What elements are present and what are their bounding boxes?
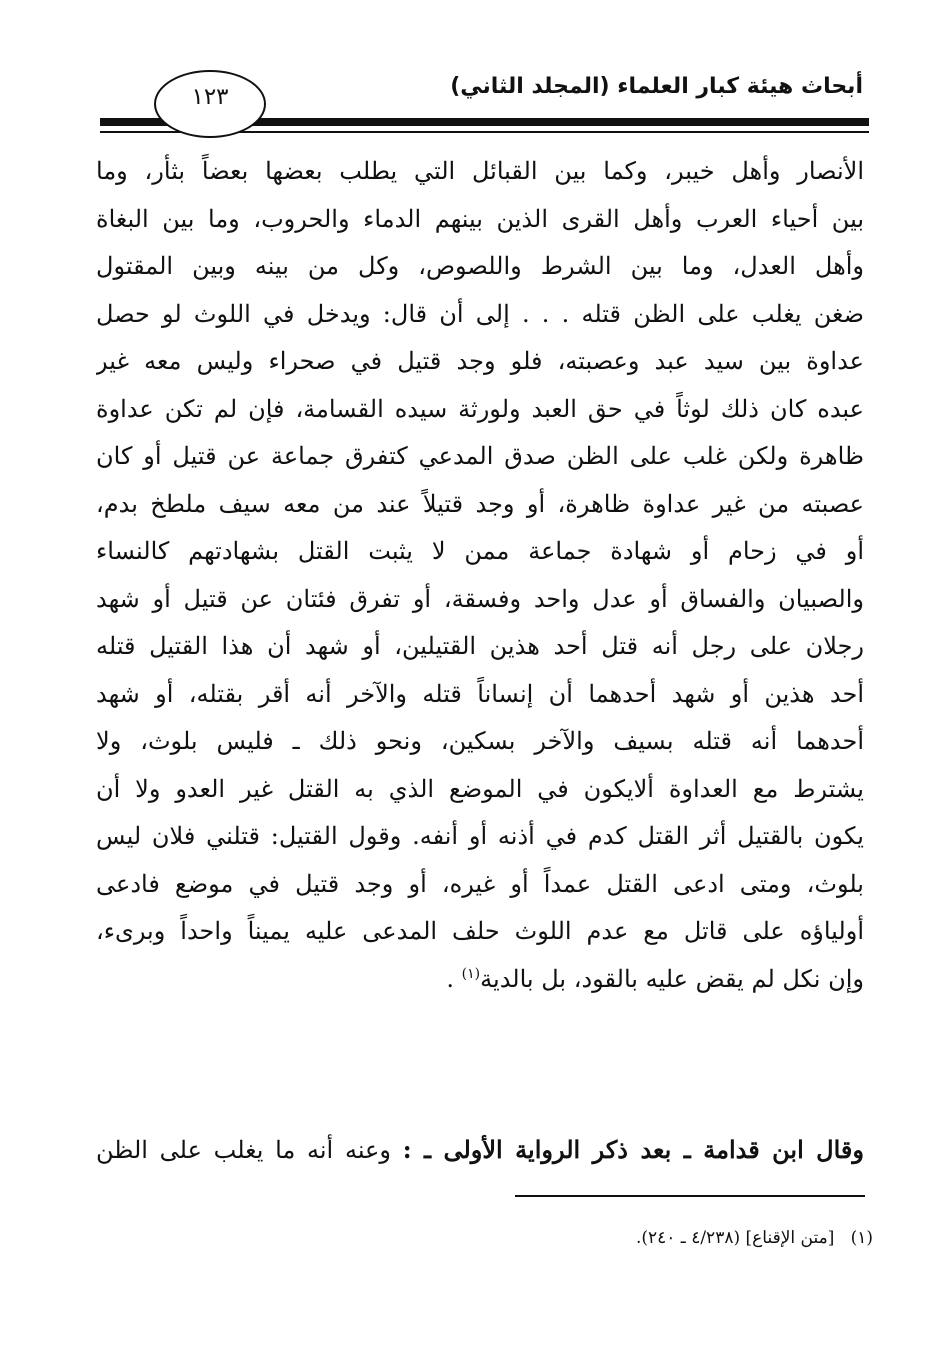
text-line: بلوث، ومتى ادعى القتل عمداً أو غيره، أو وجد قتيل في موضع فادعى [96,869,864,898]
text-line: وأهل العدل، وما بين الشرط واللصوص، وكل من بينه وبين المقتول [96,252,864,280]
text-line: يشترط مع العداوة ألايكون في الموضع الذي به القتل غير العدو ولا أن [96,774,864,803]
text-line: الأنصار وأهل خيبر، وكما بين القبائل التي يطلب بعضها بعضاً بثأر، وما [96,157,864,185]
text-line: والصبيان والفساق أو عدل واحد وفسقة، أو تفرق فئتان عن قتيل أو شهد [96,584,864,613]
text-line: ظاهرة ولكن غلب على الظن صدق المدعي كتفرق جماعة عن قتيل أو كان [96,442,864,470]
next-paragraph-bold: وقال ابن قدامة ـ بعد ذكر الرواية الأولى ـ : [402,1135,864,1164]
text-line: ضغن يغلب على الظن قتله . . . إلى أن قال: ويدخل في اللوث لو حصل [96,299,864,328]
page-number: ١٢٣ [191,84,229,110]
text-line: رجلان على رجل أنه قتل أحد هذين القتيلين، أو شهد أن هذا القتيل قتله [96,632,864,660]
text-line: أو في زحام أو شهادة جماعة ممن لا يثبت القتل بشهادتهم كالنساء [96,537,864,565]
next-paragraph-text: وعنه أنه ما يغلب على الظن [96,1136,403,1164]
running-title: أبحاث هيئة كبار العلماء (المجلد الثاني) [450,74,863,99]
footnote-text: [متن الإقناع] (٤/٢٣٨ ـ ٢٤٠). [635,1228,835,1248]
text-line: عداوة بين سيد عبد وعصبته، فلو وجد قتيل في صحراء وليس معه غير [96,347,864,375]
text-line: عبده كان ذلك لوثاً في حق العبد ولورثة سيده القسامة، فإن لم تكن عداوة [96,394,864,423]
footnote-separator [515,1195,865,1197]
last-line-text: وإن نكل لم يقض عليه بالقود، بل بالدية [480,964,864,993]
text-line: أولياؤه على قاتل مع عدم اللوث حلف المدعى عليه يميناً واحداً وبرىء، [96,917,864,945]
footnote-reference[interactable]: (١) [461,965,481,982]
text-line-last [96,956,864,1004]
next-paragraph [96,1130,864,1170]
text-line: بين أحياء العرب وأهل القرى الذين بينهم الدماء والحروب، وما بين البغاة [96,204,864,233]
main-paragraph [96,148,864,1003]
text-line: عصبته من غير عداوة ظاهرة، أو وجد قتيلاً عند من معه سيف ملطخ بدم، [96,489,864,518]
text-line: أحد هذين أو شهد أحدهما أن إنساناً قتله والآخر أنه أقر بقتله، أو شهد [96,679,864,708]
page-number-oval [154,70,266,138]
footnote [636,1228,873,1248]
text-line: أحدهما أنه قتله بسيف والآخر بسكين، ونحو ذلك ـ فليس بلوث، ولا [96,727,864,755]
last-line-end: . [446,964,462,993]
text-line: يكون بالقتيل أثر القتل كدم في أذنه أو أنفه. وقول القتيل: قتلني فلان ليس [96,822,864,850]
footnote-marker: (١) [850,1228,873,1248]
